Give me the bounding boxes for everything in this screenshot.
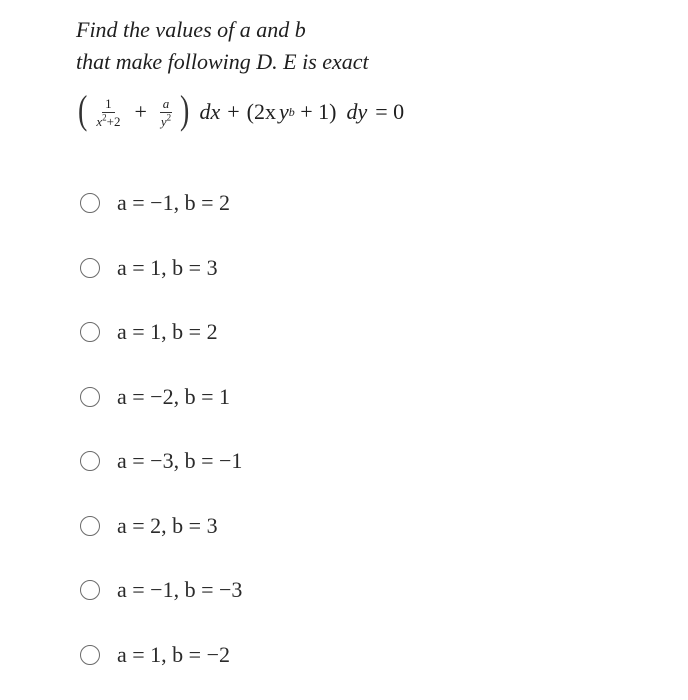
option-label: a = 1, b = 2 [117,319,218,344]
fraction-2 [158,96,174,129]
radio-circle-icon[interactable] [80,451,100,471]
fraction-1-numerator: 1 [102,96,115,113]
fraction-2-numerator: a [160,96,173,113]
radio-circle-icon[interactable] [80,516,100,536]
term2-y: y [279,99,289,124]
answer-option-8[interactable] [80,635,242,675]
term2-rest: + 1) [294,99,337,124]
answer-option-2[interactable] [80,248,242,288]
option-label: a = 1, b = 3 [117,254,218,280]
question-line-2: that make following D. E is exact [76,49,369,74]
dx-term: dx [199,99,221,124]
open-paren: ( [77,87,88,132]
answer-option-6[interactable] [80,506,242,546]
fraction-2-denominator [158,113,174,129]
answer-options [80,183,242,699]
fraction-1 [93,96,123,129]
option-label: a = 2, b = 3 [117,512,218,538]
plus-sign-1: + [134,99,147,124]
answer-option-3[interactable] [80,312,242,352]
term2-open: (2x [246,99,276,124]
answer-option-4[interactable] [80,377,242,417]
radio-circle-icon[interactable] [80,258,100,278]
fraction-2-den-base: y [160,113,167,129]
question-text [76,14,676,78]
radio-circle-icon[interactable] [80,387,100,407]
fraction-1-den-exponent: 2 [102,112,107,123]
differential-equation: ( $\frac{1}{x^2+2}$ + $\frac{a}{y^2}$ ) dx + (2x y b + 1) dy = 0 [77,87,405,132]
fraction-1-den-rest: +2 [106,113,121,129]
fraction-1-den-base: x [96,113,103,129]
fraction-2-den-exponent: 2 [166,112,172,123]
option-label: a = −2, b = 1 [117,383,230,409]
option-label: a = −3, b = −1 [117,448,243,473]
radio-circle-icon[interactable] [80,193,100,213]
answer-option-5[interactable] [80,441,242,481]
plus-sign-2: + [227,99,240,124]
option-label: a = 1, b = −2 [117,641,230,667]
answer-option-7[interactable] [80,570,242,610]
close-paren: ) [180,87,190,132]
answer-option-1[interactable] [80,183,242,223]
radio-circle-icon[interactable] [80,645,100,665]
equals-zero: = 0 [375,99,405,124]
fraction-1-denominator [93,113,123,129]
radio-circle-icon[interactable] [80,322,100,342]
option-label: a = −1, b = −3 [117,577,243,602]
dy-term: dy [346,99,368,124]
question-line-1: Find the values of a and b [76,17,306,42]
option-label: a = −1, b = 2 [117,190,230,215]
radio-circle-icon[interactable] [80,580,100,600]
